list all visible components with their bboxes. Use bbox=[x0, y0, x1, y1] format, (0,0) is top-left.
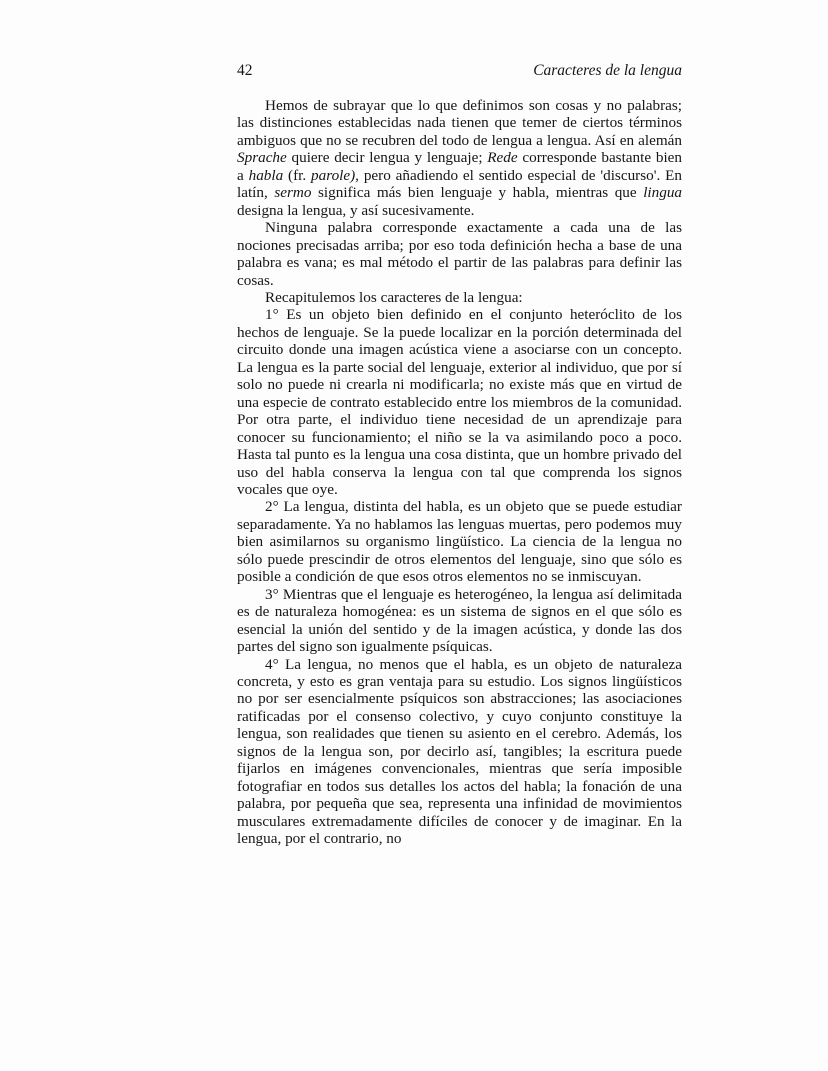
running-header: Caracteres de la lengua bbox=[533, 62, 682, 79]
text-run: pero añadiendo el sentido especial de 'discurso'. En latín, bbox=[237, 166, 682, 202]
text-run: designa la lengua, y así sucesivamente. bbox=[237, 201, 475, 219]
text-run: 3° Mientras que el lenguaje es heterogéneo, la lengua así delimitada es de naturaleza homogénea: es un sistema de signos en el que sólo es esencial la unión del sentido y de la imagen acústica, y donde las dos partes del signo son igualmente psíquicas. bbox=[237, 585, 682, 656]
italic-text-run: Sprache bbox=[237, 149, 287, 167]
text-block bbox=[237, 62, 682, 847]
paragraph bbox=[237, 586, 682, 656]
page-number: 42 bbox=[237, 62, 253, 79]
paragraph bbox=[237, 656, 682, 848]
text-run: significa más bien lenguaje y habla, mientras que bbox=[311, 184, 644, 202]
text-run: Ninguna palabra corresponde exactamente a cada una de las nociones precisadas arriba; por eso toda definición hecha a base de una palabra es vana; es mal método el partir de las palabras para definir las cosas. bbox=[237, 219, 682, 289]
italic-text-run: parole), bbox=[311, 166, 359, 184]
text-run: Recapitulemos los caracteres de la lengua: bbox=[265, 288, 523, 306]
text-run: quiere decir lengua y lenguaje; bbox=[286, 149, 488, 167]
text-run: 2° La lengua, distinta del habla, es un objeto que se puede estudiar separadamente. Ya no hablamos las lenguas muertas, pero podemos muy bien asimilarnos su organismo lingüístico. La ciencia de la lengua no sólo puede prescindir de otros elementos del lenguaje, sino que sólo es posible a condición de que esos otros elementos no se inmiscuyan. bbox=[237, 498, 682, 586]
text-run: corresponde bastante bien a bbox=[237, 149, 682, 184]
italic-text-run: lingua bbox=[643, 184, 683, 202]
paragraph bbox=[237, 97, 682, 219]
italic-text-run: habla bbox=[248, 166, 284, 184]
paragraph bbox=[237, 306, 682, 498]
text-run: 4° La lengua, no menos que el habla, es un objeto de naturaleza concreta, y esto es gran ventaja para su estudio. Los signos lingüísticos no por ser esencialmente psíquicos son abstracciones; las asociaciones ratificadas por el consenso colectivo, y cuyo conjunto constituye la lengua, son realidades que tienen su asiento en el cerebro. Además, los signos de la lengua son, por decirlo así, tangibles; la escritura puede fijarlos en imágenes convencionales, mientras que sería imposible fotografiar en todos sus detalles los actos del habla; la fonación de una palabra, por pequeña que sea, representa una infinidad de movimientos musculares extremadamente difíciles de conocer y de imaginar. En la lengua, por el contrario, no bbox=[237, 655, 682, 848]
text-run: 1° Es un objeto bien definido en el conjunto heteróclito de los hechos de lenguaje. Se la puede localizar en la porción determinada del circuito donde una imagen acústica viene a asociarse con un concepto. La lengua es la parte social del lenguaje, exterior al individuo, que por sí solo no puede ni crearla ni modificarla; no existe más que en virtud de una especie de contrato establecido entre los miembros de la comunidad. Por otra parte, el individuo tiene necesidad de un aprendizaje para conocer su funcionamiento; el niño se la va asimilando poco a poco. Hasta tal punto es la lengua una cosa distinta, que un hombre privado del uso del habla conserva la lengua con tal que comprenda los signos vocales que oye. bbox=[237, 306, 682, 498]
page-header bbox=[237, 62, 682, 80]
body-text bbox=[237, 97, 682, 847]
italic-text-run: Rede bbox=[487, 149, 518, 167]
paragraph bbox=[237, 219, 682, 289]
italic-text-run: sermo bbox=[274, 184, 312, 202]
text-run: (fr. bbox=[283, 166, 312, 184]
paragraph bbox=[237, 289, 682, 306]
paragraph bbox=[237, 498, 682, 585]
text-run: Hemos de subrayar que lo que definimos son cosas y no palabras; las distinciones establecidas nada tienen que temer de ciertos términos ambiguos que no se recubren del todo de lengua a lengua. Así en alemán bbox=[237, 97, 682, 149]
